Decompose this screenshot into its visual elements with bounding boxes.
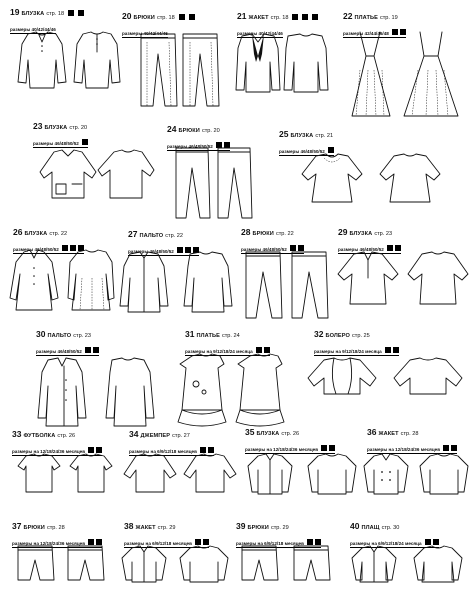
item-name: ДЖЕМПЕР [140,433,171,439]
item-sizes: размеры на 6/9/12/18/24 месяца [350,539,439,548]
jacket-sketch-38 [118,544,234,584]
coat-sketch-30 [28,356,160,430]
item-sizes: размеры 46/48/50/52 [279,147,334,156]
item-number: 30 [36,329,46,339]
item-page: стр. 27 [172,433,190,439]
item-number: 31 [185,329,195,339]
item-name: ПЛАТЬЕ [354,15,378,21]
trousers-sketch-28 [240,250,336,322]
raincoat-sketch-40 [344,544,472,584]
item-name: БЛУЗКА [290,133,314,139]
blouse-sketch-29 [336,248,470,316]
item-page: стр. 28 [400,431,419,437]
item-page: стр. 18 [270,15,289,21]
item-sizes: размеры 46/48/50/52 [167,142,230,151]
item-number: 33 [12,429,22,439]
item-name: ПАЛЬТО [139,233,164,239]
item-page: стр. 23 [374,231,393,237]
blouse-sketch-23 [36,146,156,206]
item-sizes: размеры 46/48/50/52 [13,245,84,254]
item-page: стр. 26 [281,431,300,437]
item-sizes: размеры 40/42/44/46 [122,30,168,36]
item-page: стр. 20 [201,128,220,134]
item-page: стр. 18 [156,15,175,21]
item-page: стр. 24 [221,333,240,339]
item-sizes: размеры 46/48/50/52 [338,245,401,254]
blouse-sketch-25 [296,150,446,210]
pattern-item-30 [36,330,99,358]
item-page: стр. 21 [315,133,334,139]
item-page: стр. 22 [275,231,294,237]
item-name: БЛУЗКА [256,431,280,437]
item-number: 37 [12,521,22,531]
item-name: БРЮКИ [178,128,200,134]
item-sizes: размеры 46/48/50/52 [36,347,99,356]
item-number: 39 [236,521,246,531]
item-number: 26 [13,227,23,237]
item-name: БРЮКИ [23,525,45,531]
item-name: ПАЛЬТО [47,333,72,339]
item-page: стр. 22 [165,233,184,239]
item-page: стр. 20 [69,125,88,131]
item-page: стр. 29 [270,525,289,531]
trousers-sketch-39 [236,544,340,584]
item-sizes: размеры 40/42/44/46 [237,30,283,36]
item-name: ЖАКЕТ [248,15,269,21]
blouse-sketch-35 [240,452,360,498]
item-sizes: размеры на 12/18/24/36 месяцев [12,539,102,548]
item-number: 25 [279,129,289,139]
bolero-sketch-32 [300,354,470,404]
item-number: 28 [241,227,251,237]
item-page: стр. 19 [379,15,398,21]
item-sizes: размеры на 6/9/12/18 месяцев [129,447,214,456]
item-number: 20 [122,11,132,21]
item-name: БРЮКИ [133,15,155,21]
item-number: 38 [124,521,134,531]
trousers-sketch-20 [135,30,225,110]
item-number: 21 [237,11,247,21]
item-sizes: размеры на 12/18/24/36 месяцев [367,445,457,454]
item-page: стр. 26 [57,433,76,439]
tshirt-sketch-33 [12,452,118,496]
trousers-sketch-24 [172,146,256,222]
jacket-sketch-36 [358,452,472,498]
item-name: БЛУЗКА [21,11,45,17]
item-sizes: размеры 46/48/50/52 [33,139,88,148]
item-name: ФУТБОЛКА [23,433,56,439]
item-name: ПЛАЩ [361,525,380,531]
item-number: 27 [128,229,138,239]
jacket-sketch-21 [230,32,330,94]
item-number: 29 [338,227,348,237]
item-number: 24 [167,124,177,134]
item-name: ЖАКЕТ [378,431,399,437]
item-name: БОЛЕРО [325,333,350,339]
trousers-sketch-37 [12,544,112,584]
jumper-sketch-34 [118,452,242,496]
item-name: БРЮКИ [247,525,269,531]
item-number: 22 [343,11,353,21]
item-name: БРЮКИ [252,231,274,237]
item-sizes: размеры на 9/12/18/24 месяца [314,347,399,356]
coat-sketch-27 [108,250,240,316]
item-number: 32 [314,329,324,339]
item-name: БЛУЗКА [349,231,373,237]
item-name: БЛУЗКА [44,125,68,131]
item-sizes: размеры 46/48/50/52 [241,245,304,254]
item-sizes: размеры на 6/9/12/18 месяцев [124,539,209,548]
blouse-sketch-19 [12,30,122,95]
item-page: стр. 28 [46,525,65,531]
item-page: стр. 25 [351,333,370,339]
item-sizes: размеры на 6/9/12/18 месяцев [236,539,321,548]
item-number: 40 [350,521,360,531]
item-name: ПЛАТЬЕ [196,333,220,339]
item-page: стр. 22 [49,231,68,237]
item-sizes: размеры на 12/18/24/36 месяцев [12,447,102,456]
item-number: 35 [245,427,255,437]
item-sizes: размеры на 12/18/24/36 месяцев [245,445,335,454]
item-sizes: размеры на 9/12/18/24 месяца [185,347,270,356]
dress-sketch-22 [338,30,468,122]
item-page: стр. 30 [381,525,400,531]
item-name: БЛУЗКА [24,231,48,237]
item-page: стр. 18 [46,11,65,17]
blouse-sketch-26 [8,248,116,318]
item-sizes: размеры 42/44/46/48 [343,29,406,38]
item-sizes: размеры 46/48/50/52 [128,247,199,256]
item-number: 23 [33,121,43,131]
item-number: 19 [10,7,20,17]
item-name: ЖАКЕТ [135,525,156,531]
item-page: стр. 29 [157,525,176,531]
item-number: 34 [129,429,139,439]
dress-sketch-31 [170,352,300,432]
item-sizes: размеры 40/42/44/46 [10,26,56,32]
item-number: 36 [367,427,377,437]
item-page: стр. 23 [73,333,92,339]
